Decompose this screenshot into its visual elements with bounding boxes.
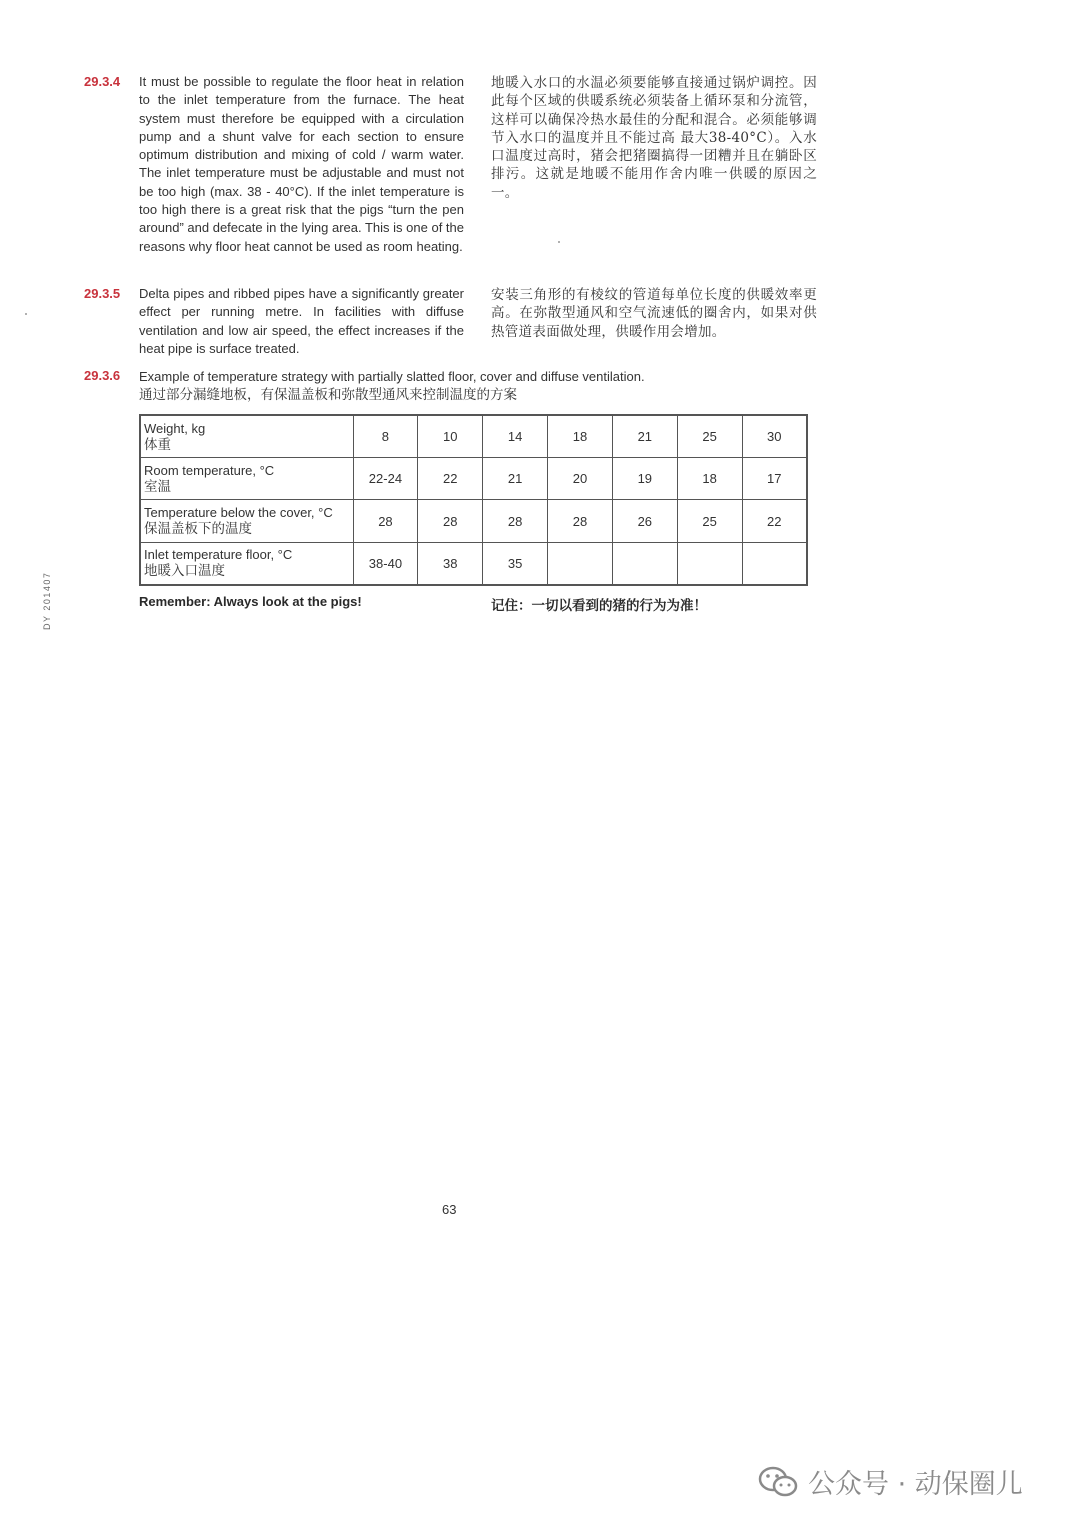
table-cell: 38 <box>418 542 483 585</box>
table-cell <box>742 542 807 585</box>
section-text-en: Delta pipes and ribbed pipes have a significantly greater effect per running metre. In facilities with diffuse ventilation and low air speed, the effect increases if the heat pipe is surface treated. <box>139 286 464 356</box>
row-label-en: Inlet temperature floor, °C <box>144 547 293 563</box>
table-cell <box>612 542 677 585</box>
table-cell: 38-40 <box>353 542 418 585</box>
row-label <box>140 415 353 458</box>
section-text-en: It must be possible to regulate the floor heat in relation to the inlet temperature from the furnace. The heat system must therefore be equipped with a circulation pump and a shunt valve for each section to ensure optimum distribution and mixing of cold / warm water. The inlet temperature must be adjustable and must not be too high (max. 38 - 40°C). If the inlet temperature is too high there is a great risk that the pigs “turn the pen around” and defecate in the lying area. This is one of the reasons why floor heat cannot be used as room heating. <box>139 74 464 254</box>
table-cell: 26 <box>612 500 677 542</box>
page-number: 63 <box>442 1202 457 1217</box>
row-label-zh: 地暖入口温度 <box>144 563 225 580</box>
table-caption-en: Example of temperature strategy with partially slatted floor, cover and diffuse ventilation. <box>139 369 645 384</box>
table-cell: 18 <box>677 458 742 500</box>
section-number: 29.3.5 <box>84 286 121 301</box>
row-label-zh: 室温 <box>144 478 171 495</box>
row-label-en: Temperature below the cover, °C <box>144 505 333 521</box>
table-caption-zh: 通过部分漏缝地板，有保温盖板和弥散型通风来控制温度的方案 <box>139 387 517 403</box>
row-label <box>140 500 353 542</box>
table-cell: 18 <box>548 415 613 458</box>
table-row <box>140 542 807 585</box>
table-cell: 25 <box>677 415 742 458</box>
row-label-en: Weight, kg <box>144 420 206 436</box>
remember-note-en: Remember: Always look at the pigs! <box>139 594 362 609</box>
table-cell <box>677 542 742 585</box>
table-cell: 28 <box>353 500 418 542</box>
table-cell: 28 <box>418 500 483 542</box>
table-cell: 21 <box>483 458 548 500</box>
section-number: 29.3.4 <box>84 74 121 89</box>
table-cell: 28 <box>483 500 548 542</box>
row-label <box>140 542 353 585</box>
table-cell: 22 <box>742 500 807 542</box>
table-caption <box>139 368 839 404</box>
scan-speck <box>25 313 27 315</box>
temperature-strategy-table <box>139 414 808 586</box>
watermark-text: 公众号 · 动保圈儿 <box>808 1469 1023 1500</box>
table-cell: 10 <box>418 415 483 458</box>
table-cell: 22 <box>418 458 483 500</box>
table-cell: 14 <box>483 415 548 458</box>
table-cell: 30 <box>742 415 807 458</box>
remember-note-zh: 记住：一切以看到的猪的行为为准！ <box>491 598 707 614</box>
table-cell: 35 <box>483 542 548 585</box>
table-row <box>140 458 807 500</box>
table-cell: 20 <box>548 458 613 500</box>
document-code: DY 201407 <box>42 571 52 630</box>
table-cell: 25 <box>677 500 742 542</box>
table-cell: 8 <box>353 415 418 458</box>
watermark <box>758 1462 1023 1501</box>
row-label-zh: 保温盖板下的温度 <box>144 521 252 538</box>
table-cell <box>548 542 613 585</box>
section-number: 29.3.6 <box>84 368 121 383</box>
scan-speck <box>558 241 560 243</box>
table-row <box>140 500 807 542</box>
table-cell: 22-24 <box>353 458 418 500</box>
table-cell: 17 <box>742 458 807 500</box>
table-cell: 28 <box>548 500 613 542</box>
wechat-icon <box>758 1465 798 1499</box>
row-label-en: Room temperature, °C <box>144 462 275 478</box>
section-text-zh: 安装三角形的有棱纹的管道每单位长度的供暖效率更高。在弥散型通风和空气流速低的圈舍内，如果对供热管道表面做处理，供暖作用会增加。 <box>491 287 817 340</box>
row-label-zh: 体重 <box>144 436 171 453</box>
table-cell: 21 <box>612 415 677 458</box>
table-row <box>140 415 807 458</box>
section-text-zh: 地暖入水口的水温必须要能够直接通过锅炉调控。因此每个区域的供暖系统必须装备上循环泵和分流管，这样可以确保冷热水最佳的分配和混合。必须能够调节入水口的温度并且不能过高 最大38-40°C）。入水口温度过高时，猪会把猪圈搞得一团糟并且在躺卧区排污。这就是地暖不能用作舍内唯一供暖的原因之一。 <box>491 75 817 201</box>
table-cell: 19 <box>612 458 677 500</box>
row-label <box>140 458 353 500</box>
